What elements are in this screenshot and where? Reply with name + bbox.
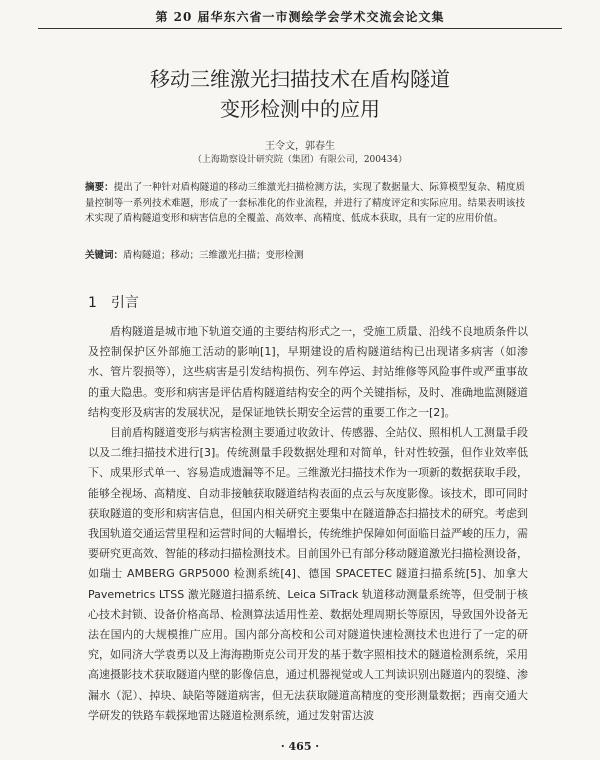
keywords — [85, 247, 525, 261]
abstract — [85, 180, 525, 227]
title-line-1: 移动三维激光扫描技术在盾构隧道 — [150, 67, 450, 91]
section-number: 1 — [88, 295, 97, 311]
paragraph-1: 盾构隧道是城市地下轨道交通的主要结构形式之一，受施工质量、沿线不良地质条件以及控制保护区外部施工活动的影响[1]，早期建设的盾构隧道结构已出现诸多病害（如渗水、管片裂损等），这些病害是引发结构损伤、列车停运、封站维修等风险事件或严重事故的重大隐患。变形和病害是评估盾构隧道结构安全的两个关键指标，及时、准确地监测隧道结构变形及病害的发展状况，是保证地铁长期安全运营的重要工作之一[2]。 — [88, 325, 528, 419]
header-rule — [38, 28, 562, 29]
page-number: · 465 · — [280, 740, 320, 753]
section-heading — [88, 292, 139, 312]
keywords-text: 盾构隧道；移动；三维激光扫描；变形检测 — [123, 250, 304, 261]
body-text — [88, 322, 528, 726]
abstract-label: 摘要： — [85, 182, 114, 193]
affiliation: （上海勘察设计研究院（集团）有限公司，200434） — [192, 155, 408, 165]
title-line-2: 变形检测中的应用 — [220, 97, 380, 121]
running-header: 第 20 届华东六省一市测绘学会学术交流会论文集 — [155, 10, 445, 24]
abstract-text: 提出了一种针对盾构隧道的移动三维激光扫描检测方法，实现了数据量大、际算模型复杂、精度质量控制等一系列技术难题，形成了一套标准化的作业流程，并进行了精度评定和实际应用。结果表明该技术实现了盾构隧道变形和病害信息的全覆盖、高效率、高精度、低成本获取，具有一定的应用价值。 — [85, 182, 525, 224]
authors: 王令文，郭春生 — [265, 141, 335, 152]
paragraph-2: 目前盾构隧道变形与病害检测主要通过收敛计、传感器、全站仪、照相机人工测量手段以及二维扫描技术进行[3]。传统测量手段数据处理和对简单，针对性较强，但作业效率低下、成果形式单一、容易造成遗漏等不足。三维激光扫描技术作为一项新的数据获取手段，能够全视场、高精度、自动非接触获取隧道结构表面的点云与灰度影像。该技术，即可同时获取隧道的变形和病害信息，但国内相关研究主要集中在隧道静态扫描技术的研究。考虑到我国轨道交通运营里程和运营时间的大幅增长，传统维护保障如何面临日益严峻的压力，需要研究更高效、智能的移动扫描检测技术。目前国外已有部分移动隧道激光扫描检测设备，如瑞士 AMBERG GRP5000 检测系统[4]、德国 SPACETEC 隧道扫描系统[5]、加拿大 Pavemetrics LTSS 激光隧道扫描系统、Leica SiTrack 轨道移动测量系统等，但受制于核心技术封锁、设备价格高昂、检测算法适用性差、数据处理周期长等原因，导致国外设备无法在国内的大规模推广应用。国内部分高校和公司对隧道快速检测技术也进行了一定的研究，如同济大学袁勇以及上海海勘斯克公司开发的基于数字照相技术的隧道检测系统，采用高速摄影技术获取隧道内壁的影像信息，通过机器视觉或人工判读识别出隧道内的裂缝、渗漏水（泥）、掉块、缺陷等隧道病害，但无法获取隧道高精度的变形测量数据；西南交通大学研发的铁路车载探地雷达隧道检测系统，通过发射雷达波 — [88, 426, 528, 722]
article-title — [60, 64, 540, 124]
keywords-label: 关键词： — [85, 250, 124, 261]
section-title: 引言 — [110, 295, 139, 311]
